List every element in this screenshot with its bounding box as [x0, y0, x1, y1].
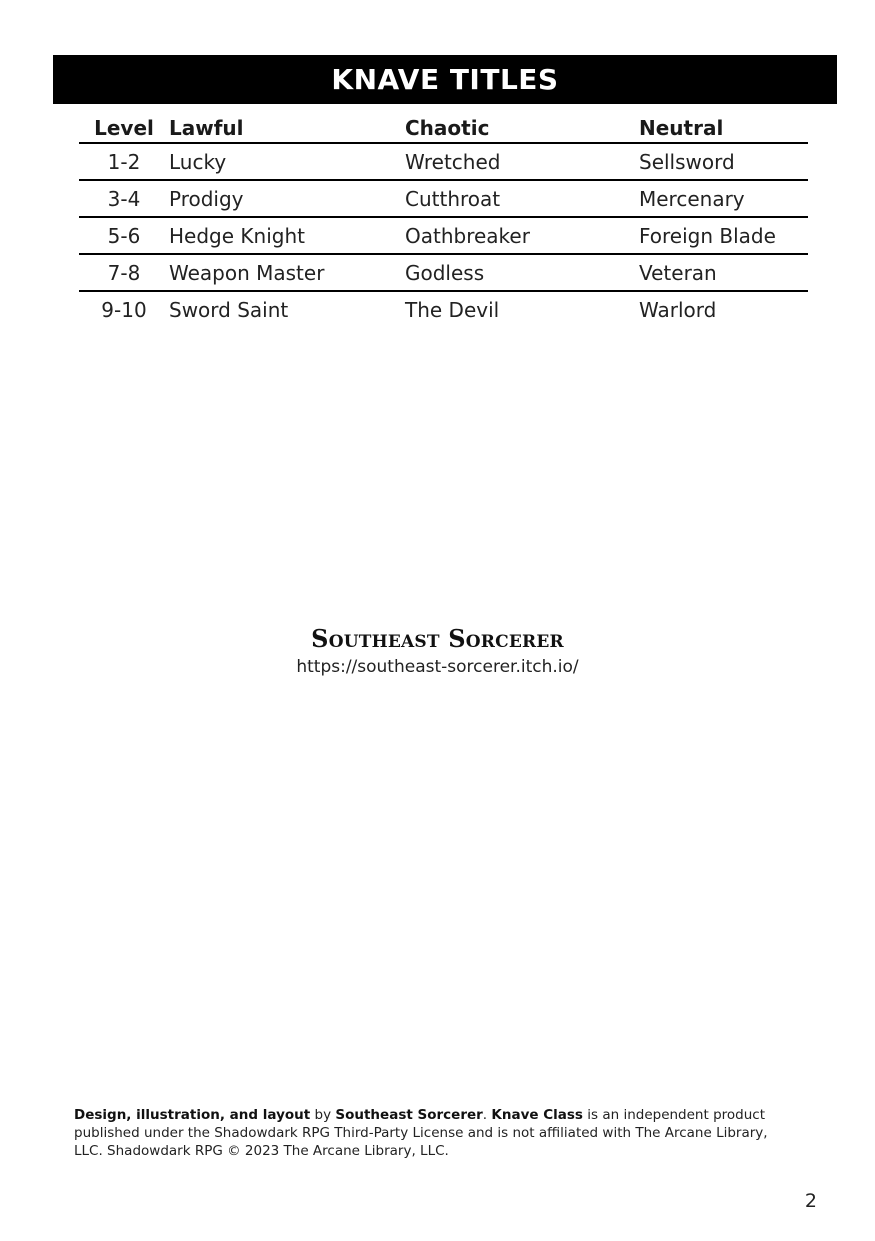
title-banner: [53, 55, 837, 104]
chaotic-cell: The Devil: [405, 297, 500, 322]
level-cell: 3-4: [79, 180, 169, 217]
level-cell: 1-2: [79, 143, 169, 180]
credits-separator: .: [482, 1107, 492, 1123]
chaotic-cell: Cutthroat: [405, 180, 639, 217]
level-cell: 7-8: [79, 254, 169, 291]
lawful-cell: Hedge Knight: [169, 217, 405, 254]
chaotic-cell: Oathbreaker: [405, 217, 639, 254]
table-row: [79, 143, 808, 180]
header-chaotic: Chaotic: [405, 104, 639, 143]
table-row: [79, 254, 808, 291]
chaotic-cell: Wretched: [405, 143, 639, 180]
header-neutral: Neutral: [639, 104, 808, 143]
lawful-cell: Sword Saint: [169, 297, 289, 322]
lawful-cell: Prodigy: [169, 180, 405, 217]
header-level: Level: [79, 104, 169, 143]
neutral-cell: Foreign Blade: [639, 217, 808, 254]
chaotic-cell: Godless: [405, 254, 639, 291]
publisher-brand: [0, 624, 875, 677]
level-cell: 5-6: [79, 217, 169, 254]
table-row: [79, 291, 808, 327]
neutral-cell: Warlord: [639, 297, 717, 322]
titles-table: [79, 104, 808, 327]
publisher-name: Southeast Sorcerer: [311, 624, 564, 653]
publisher-url: https://southeast-sorcerer.itch.io/: [296, 657, 579, 677]
page-number: 2: [804, 1190, 817, 1212]
credits-product: Knave Class: [491, 1107, 583, 1123]
page-title: KNAVE TITLES: [331, 63, 559, 96]
header-lawful: Lawful: [169, 104, 405, 143]
level-cell: 9-10: [101, 297, 147, 322]
neutral-cell: Sellsword: [639, 143, 808, 180]
neutral-cell: Mercenary: [639, 180, 808, 217]
credits-by: by: [310, 1107, 336, 1123]
table-row: [79, 217, 808, 254]
credits-text: [74, 1106, 794, 1160]
lawful-cell: Lucky: [169, 143, 405, 180]
credits-design-label: Design, illustration, and layout: [74, 1107, 311, 1123]
credits-author: Southeast Sorcerer: [335, 1107, 483, 1123]
table-row: [79, 180, 808, 217]
neutral-cell: Veteran: [639, 254, 808, 291]
table-header-row: [79, 104, 808, 143]
lawful-cell: Weapon Master: [169, 254, 405, 291]
credits-license: is an independent product published under the Shadowdark RPG Third-Party License and is not affiliated with The Arcane Library, LLC. Shadowdark RPG © 2023 The Arcane Library, LLC.: [74, 1107, 768, 1159]
knave-titles-table: [79, 104, 808, 327]
